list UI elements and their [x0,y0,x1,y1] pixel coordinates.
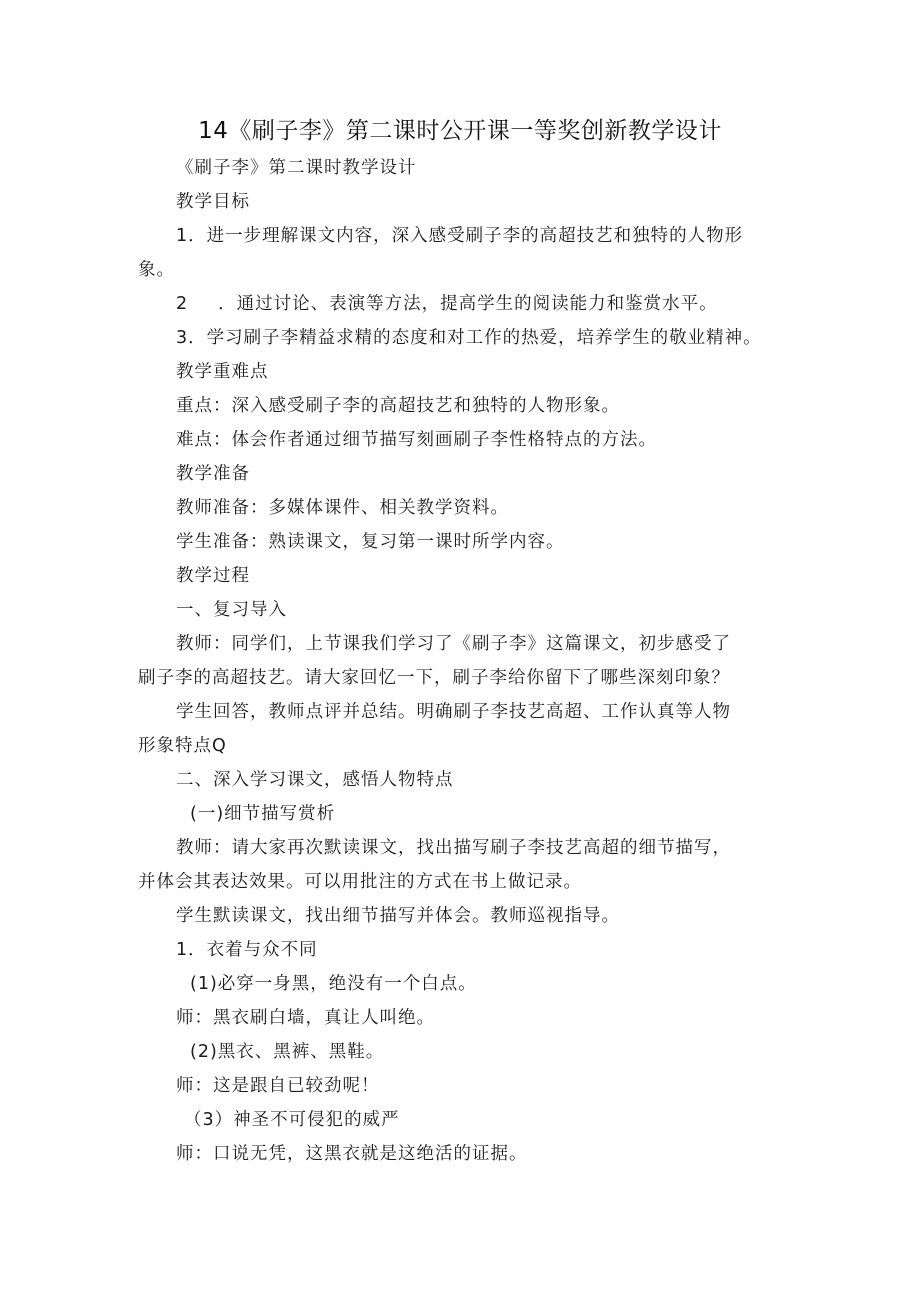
teacher-preparation: 教师准备：多媒体课件、相关教学资料。 [176,498,509,518]
objective-2 [176,290,718,315]
key-point: 重点：深入感受刷子李的高超技艺和独特的人物形象。 [176,396,620,416]
subtitle: 《刷子李》第二课时教学设计 [176,158,417,178]
document-title: 14《刷子李》第二课时公开课一等奖创新教学设计 [198,118,722,144]
objectives-heading: 教学目标 [176,192,250,212]
objective-2-text: ．通过讨论、表演等方法，提高学生的阅读能力和鉴赏水平。 [218,294,718,314]
teacher-comment-2: 师：这是跟自已较劲呢！ [176,1076,380,1096]
teacher-comment-1: 师：黑衣刷白墙，真让人叫绝。 [176,1008,435,1028]
objective-1-line-2: 象。 [138,260,175,280]
objective-1-line-1: 1．进一步理解课文内容，深入感受刷子李的高超技艺和独特的人物形 [176,226,744,246]
difficulty-heading: 教学重难点 [176,362,269,382]
section-1-teacher-line-1: 教师：同学们，上节课我们学习了《刷子李》这篇课文，初步感受了 [176,634,731,654]
student-preparation: 学生准备：熟读课文，复习第一课时所学内容。 [176,532,565,552]
section-1-heading: 一、复习导入 [176,600,287,620]
preparation-heading: 教学准备 [176,464,250,484]
item-1-point-3: （3）神圣不可侵犯的威严 [184,1110,400,1130]
section-2-heading: 二、深入学习课文，感悟人物特点 [176,770,454,790]
section-1-student-line-2: 形象特点Q [138,736,227,756]
section-1-teacher-line-2: 刷子李的高超技艺。请大家回忆一下，刷子李给你留下了哪些深刻印象？ [138,668,730,688]
process-heading: 教学过程 [176,566,250,586]
section-2-student: 学生默读课文，找出细节描写并体会。教师巡视指导。 [176,906,620,926]
section-2-teacher-line-1: 教师：请大家再次默读课文，找出描写刷子李技艺高超的细节描写， [176,838,731,858]
item-1-heading: 1．衣着与众不同 [176,940,318,960]
teacher-comment-3: 师：口说无凭，这黑衣就是这绝活的证据。 [176,1144,528,1164]
item-1-point-1: (1)必穿一身黑，绝没有一个白点。 [190,974,477,994]
subsection-1-heading: (一)细节描写赏析 [190,804,336,824]
item-1-point-2: (2)黑衣、黑裤、黑鞋。 [190,1042,385,1062]
section-1-student-line-1: 学生回答，教师点评并总结。明确刷子李技艺高超、工作认真等人物 [176,702,731,722]
section-2-teacher-line-2: 并体会其表达效果。可以用批注的方式在书上做记录。 [138,872,582,892]
objective-2-number: 2 [176,294,189,314]
objective-3: 3．学习刷子李精益求精的态度和对工作的热爱，培养学生的敬业精神。 [176,328,762,348]
hard-point: 难点：体会作者通过细节描写刻画刷子李性格特点的方法。 [176,430,657,450]
